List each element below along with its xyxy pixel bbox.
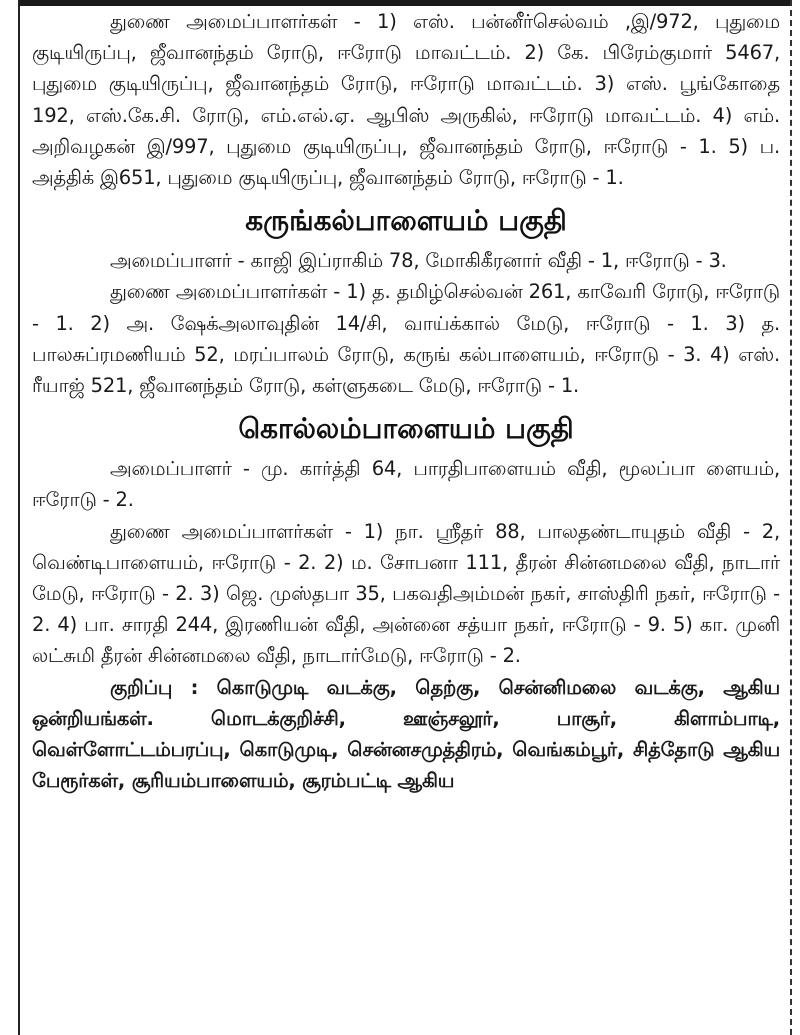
note-paragraph: குறிப்பு : கொடுமுடி வடக்கு, தெற்கு, சென்னிமலை வடக்கு, ஆகிய ஒன்றியங்கள். மொடக்குறிச்சி, ஊஞ்சலூர், பாசூர், கிளாம்பாடி, வெள்ளோட்டம்பரப்பு, கொடுமுடி, சென்னசமுத்திரம், வெங்கம்பூர், சித்தோடு ஆகிய பேரூர்கள், சூரியம்பாளையம், சூரம்பட்டி ஆகிய — [32, 675, 780, 793]
section-heading-karungalpalayam: கருங்கல்பாளையம் பகுதி — [245, 204, 567, 238]
organizer-paragraph-kollampalayam: அமைப்பாளர் - மு. கார்த்தி 64, பாரதிபாளையம் வீதி, மூலப்பா ளையம், ஈரோடு - 2. — [32, 457, 780, 512]
article-column — [20, 6, 790, 796]
deputy-organizers-paragraph-karungalpalayam: துணை அமைப்பாளர்கள் - 1) த. தமிழ்செல்வன் 261, காவேரி ரோடு, ஈரோடு - 1. 2) அ. ஷேக்அலாவுதின் 14/சி, வாய்க்கால் மேடு, ஈரோடு - 1. 3) த. பாலசுப்ரமணியம் 52, மரப்பாலம் ரோடு, கருங் கல்பாளையம், ஈரோடு - 3. 4) எஸ். ரீயாஜ் 521, ஜீவானந்தம் ரோடு, கள்ளுகடை மேடு, ஈரோடு - 1. — [32, 280, 780, 398]
deputy-organizers-paragraph-kollampalayam: துணை அமைப்பாளர்கள் - 1) நா. ஸ்ரீதர் 88, பாலதண்டாயுதம் வீதி - 2, வெண்டிபாளையம், ஈரோடு - 2. 2) ம. சோபனா 111, தீரன் சின்னமலை வீதி, நாடார் மேடு, ஈரோடு - 2. 3) ஜெ. முஸ்தபா 35, பகவதிஅம்மன் நகர், சாஸ்திரி நகர், ஈரோடு - 2. 4) பா. சாரதி 244, இரணியன் வீதி, அன்னை சத்யா நகர், ஈரோடு - 9. 5) கா. முனி லட்சுமி தீரன் சின்னமலை வீதி, நாடார்மேடு, ஈரோடு - 2. — [32, 519, 780, 668]
organizer-paragraph-karungalpalayam: அமைப்பாளர் - காஜி இப்ராகிம் 78, மோகிகீரனார் வீதி - 1, ஈரோடு - 3. — [110, 249, 727, 273]
section-heading-kollampalayam: கொல்லம்பாளையம் பகுதி — [238, 412, 574, 446]
deputy-organizers-paragraph: துணை அமைப்பாளர்கள் - 1) எஸ். பன்னீர்செல்வம் ,இ/972, புதுமை குடியிருப்பு, ஜீவானந்தம் ரோடு, ஈரோடு மாவட்டம். 2) கே. பிரேம்குமார் 5467, புதுமை குடியிருப்பு, ஜீவானந்தம் ரோடு, ஈரோடு மாவட்டம். 3) எஸ். பூங்கோதை 192, எஸ்.கே.சி. ரோடு, எம்.எல்.ஏ. ஆபிஸ் அருகில், ஈரோடு மாவட்டம். 4) எம். அறிவழகன் இ/997, புதுமை குடியிருப்பு, ஜீவானந்தம் ரோடு, ஈரோடு - 1. 5) ப. அத்திக் இ651, புதுமை குடியிருப்பு, ஜீவானந்தம் ரோடு, ஈரோடு - 1. — [32, 10, 780, 190]
newspaper-column-clip — [18, 0, 792, 1035]
